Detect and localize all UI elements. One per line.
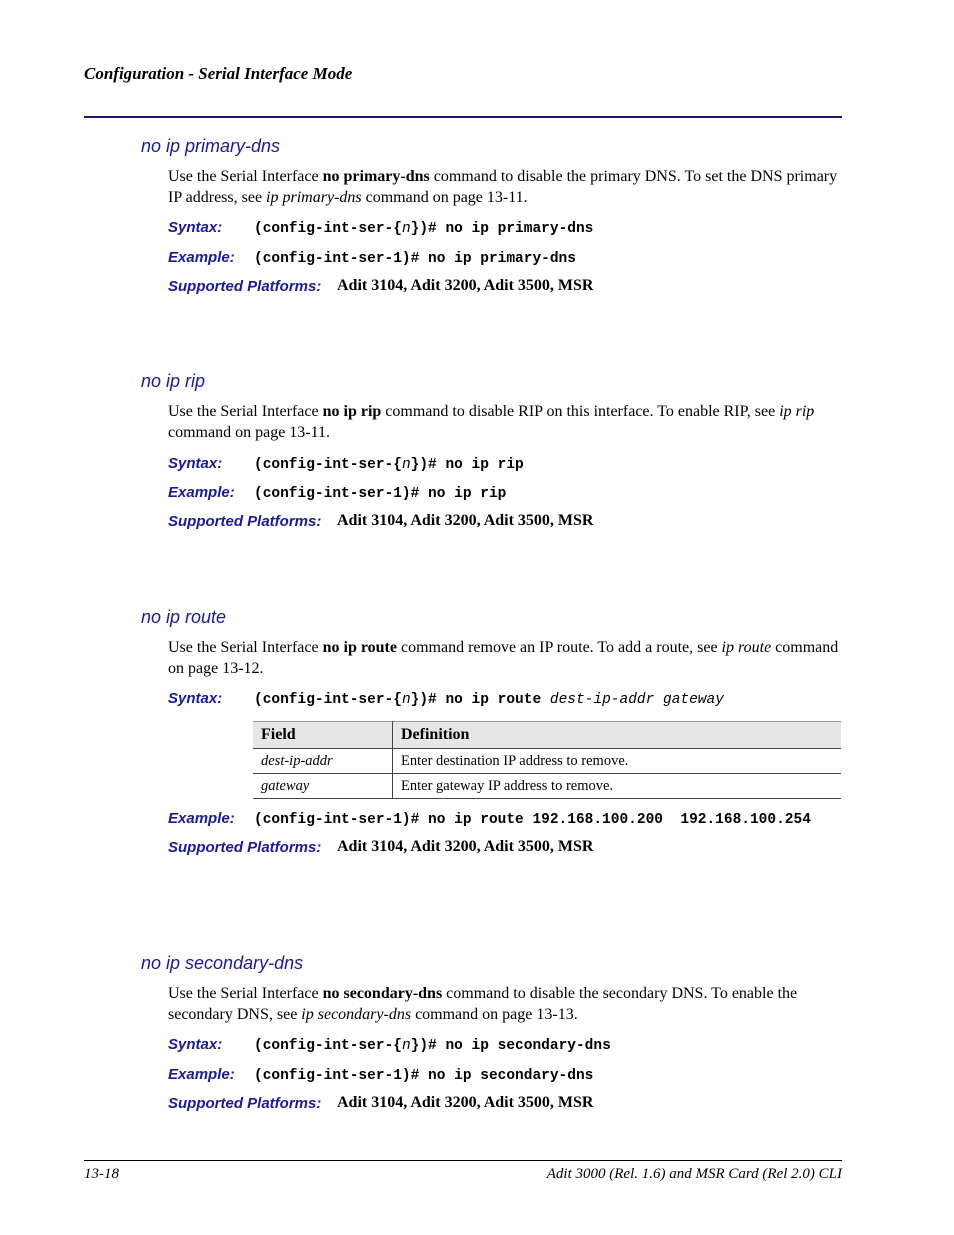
syntax-code: [254, 1038, 611, 1054]
syntax-suffix: })# no ip primary-dns: [410, 221, 594, 237]
syntax-label: Syntax:: [168, 690, 223, 707]
description-text: Use the Serial Interface: [168, 985, 323, 1002]
command-name: no secondary-dns: [322, 985, 443, 1002]
field-definition-table: [253, 721, 841, 799]
platforms-label: Supported Platforms:: [168, 278, 322, 295]
command-name: no ip rip: [322, 403, 382, 420]
syntax-prefix: (config-int-ser-{: [254, 692, 402, 708]
table-header-row: [253, 722, 841, 749]
syntax-code: [254, 457, 524, 473]
description-text: command on page 13-11.: [361, 188, 528, 206]
example-label: Example:: [168, 249, 235, 266]
description-text: Use the Serial Interface: [168, 168, 323, 185]
platforms-label: Supported Platforms:: [168, 513, 322, 530]
syntax-variable: n: [401, 221, 411, 237]
document-title: Adit 3000 (Rel. 1.6) and MSR Card (Rel 2.0) CLI: [546, 1166, 842, 1182]
platforms-value: Adit 3104, Adit 3200, Adit 3500, MSR: [337, 838, 594, 855]
platforms-value: Adit 3104, Adit 3200, Adit 3500, MSR: [337, 512, 594, 529]
syntax-prefix: (config-int-ser-{: [254, 1038, 402, 1054]
cross-reference: ip rip: [779, 403, 815, 420]
section-description: [168, 402, 842, 443]
column-header-definition: Definition: [393, 722, 842, 749]
syntax-variable: n: [401, 457, 411, 473]
platforms-value: Adit 3104, Adit 3200, Adit 3500, MSR: [337, 1094, 594, 1111]
header-divider: [84, 116, 842, 118]
syntax-label: Syntax:: [168, 1036, 223, 1053]
footer-divider: [84, 1160, 842, 1161]
cross-reference: ip primary-dns: [266, 188, 362, 206]
column-header-field: Field: [253, 722, 393, 749]
syntax-variable: n: [401, 692, 411, 708]
section-heading-rip: no ip rip: [141, 371, 206, 391]
platforms-label: Supported Platforms:: [168, 839, 322, 856]
description-text: command on page 13-12.: [168, 639, 839, 677]
syntax-prefix: (config-int-ser-{: [254, 457, 402, 473]
section-description: [168, 984, 842, 1025]
example-code: (config-int-ser-1)# no ip secondary-dns: [254, 1068, 594, 1084]
syntax-prefix: (config-int-ser-{: [254, 221, 402, 237]
description-text: command on page 13-11.: [168, 423, 331, 441]
syntax-label: Syntax:: [168, 455, 223, 472]
example-label: Example:: [168, 810, 235, 827]
cross-reference: ip secondary-dns: [301, 1005, 412, 1023]
syntax-suffix: })# no ip route: [410, 692, 550, 708]
example-label: Example:: [168, 484, 235, 501]
cross-reference: ip route: [721, 639, 772, 656]
page-header-title: Configuration - Serial Interface Mode: [84, 64, 353, 83]
section-heading-route: no ip route: [141, 607, 227, 627]
section-heading-primary-dns: no ip primary-dns: [141, 136, 281, 156]
description-text: command remove an IP route. To add a route, see: [396, 639, 722, 656]
table-cell-definition: Enter destination IP address to remove.: [393, 749, 842, 774]
command-name: no ip route: [322, 639, 397, 656]
table-cell-field: gateway: [253, 774, 393, 799]
syntax-label: Syntax:: [168, 219, 223, 236]
example-label: Example:: [168, 1066, 235, 1083]
section-description: [168, 638, 842, 679]
description-text: command on page 13-13.: [411, 1005, 578, 1023]
command-name: no primary-dns: [322, 168, 430, 185]
description-text: Use the Serial Interface: [168, 639, 323, 656]
syntax-suffix: })# no ip rip: [410, 457, 524, 473]
table-cell-definition: Enter gateway IP address to remove.: [393, 774, 842, 799]
table-row: [253, 749, 841, 774]
syntax-variable: n: [401, 1038, 411, 1054]
section-heading-secondary-dns: no ip secondary-dns: [141, 953, 304, 973]
platforms-label: Supported Platforms:: [168, 1095, 322, 1112]
section-description: [168, 167, 842, 208]
syntax-code: [254, 692, 724, 708]
table-cell-field: dest-ip-addr: [253, 749, 393, 774]
description-text: command to disable RIP on this interface. To enable RIP, see: [381, 403, 780, 420]
table-row: [253, 774, 841, 799]
description-text: Use the Serial Interface: [168, 403, 323, 420]
example-code: (config-int-ser-1)# no ip rip: [254, 486, 507, 502]
syntax-code: [254, 221, 593, 237]
page-number: 13-18: [84, 1166, 119, 1182]
syntax-suffix: })# no ip secondary-dns: [410, 1038, 611, 1054]
description-text: command to disable the primary DNS. To set the DNS primary IP address, see: [168, 168, 838, 206]
platforms-value: Adit 3104, Adit 3200, Adit 3500, MSR: [337, 277, 594, 294]
example-code: (config-int-ser-1)# no ip primary-dns: [254, 251, 576, 267]
description-text: command to disable the secondary DNS. To enable the secondary DNS, see: [168, 985, 798, 1023]
syntax-arguments: dest-ip-addr gateway: [549, 692, 724, 708]
example-code: (config-int-ser-1)# no ip route 192.168.100.200 192.168.100.254: [254, 812, 811, 828]
